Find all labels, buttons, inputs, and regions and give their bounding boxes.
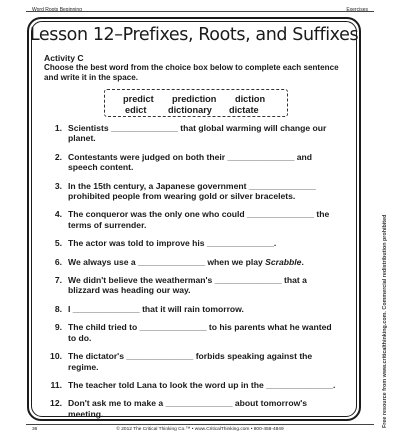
item-number: 5.	[54, 238, 62, 249]
item-number: 9.	[54, 322, 62, 333]
item-number: 6.	[54, 256, 62, 267]
item-number: 8.	[54, 303, 62, 314]
exercise-item	[50, 238, 340, 248]
item-sentence: We didn't believe the weatherman's ______________ that a blizzard was heading our way.	[68, 275, 307, 296]
exercise-item	[50, 398, 340, 419]
activity-label: Activity C	[44, 53, 84, 63]
item-sentence: The teacher told Lana to look the word up in the ______________.	[68, 379, 336, 390]
side-note: Free resource from www.criticalthinking.com. Commercial redistribution prohibited	[382, 214, 388, 428]
choice-word: dictionary	[168, 105, 212, 115]
exercise-item	[50, 275, 340, 296]
item-sentence: The dictator's ______________ forbids speaking against the regime.	[68, 351, 313, 372]
choice-box	[104, 89, 288, 117]
footer-rule	[26, 424, 374, 425]
item-number: 7.	[54, 275, 62, 286]
item-sentence: The conqueror was the only one who could ______________ the terms of surrender.	[68, 209, 330, 230]
item-sentence: Scientists ______________ that global warming will change our planet.	[68, 123, 327, 144]
item-number: 10.	[50, 351, 62, 362]
exercise-list	[50, 123, 340, 419]
exercise-item	[50, 209, 340, 230]
exercise-item	[50, 304, 340, 314]
footer-copyright: © 2012 The Critical Thinking Co.™ • www.CriticalThinking.com • 800-458-4849	[116, 427, 284, 432]
instructions: Choose the best word from the choice box below to complete each sentence and write it in the space.	[44, 63, 339, 82]
page-number: 36	[32, 427, 38, 432]
item-sentence: We always use a ______________ when we play Scrabble.	[68, 256, 304, 267]
lesson-title: Lesson 12–Prefixes, Roots, and Suffixes	[29, 25, 359, 45]
item-sentence: Contestants were judged on both their ______________ and speech content.	[68, 151, 313, 173]
header-book-title: Word Roots Beginning	[32, 7, 82, 13]
item-sentence: I ______________ that it will rain tomorrow.	[68, 303, 244, 314]
choice-word: dictate	[229, 105, 259, 115]
choice-word: prediction	[172, 94, 217, 104]
item-sentence: Don't ask me to make a ______________ about tomorrow's meeting.	[68, 398, 308, 419]
item-number: 2.	[54, 151, 62, 162]
exercise-item	[50, 152, 340, 173]
exercise-item	[50, 322, 340, 343]
item-sentence: The actor was told to improve his ______________.	[68, 238, 277, 249]
item-number: 3.	[54, 180, 62, 191]
choice-word: predict	[123, 94, 154, 104]
item-sentence: The child tried to ______________ to his parents what he wanted to do.	[68, 322, 332, 343]
choice-word: edict	[125, 105, 147, 115]
exercise-item	[50, 123, 340, 144]
header-section: Exercises	[346, 7, 368, 13]
item-number: 4.	[54, 209, 62, 220]
item-number: 12.	[50, 398, 62, 409]
header-rule	[26, 11, 374, 12]
choice-word: diction	[235, 94, 266, 104]
exercise-item	[50, 351, 340, 372]
exercise-item	[50, 181, 340, 202]
game-name: Scrabble	[265, 256, 302, 267]
exercise-item	[50, 380, 340, 390]
item-number: 1.	[54, 123, 62, 133]
item-number: 11.	[50, 379, 62, 390]
exercise-item	[50, 257, 340, 267]
item-sentence: In the 15th century, a Japanese government ______________ prohibited people from wearing gold or silver bracelets.	[68, 180, 316, 202]
